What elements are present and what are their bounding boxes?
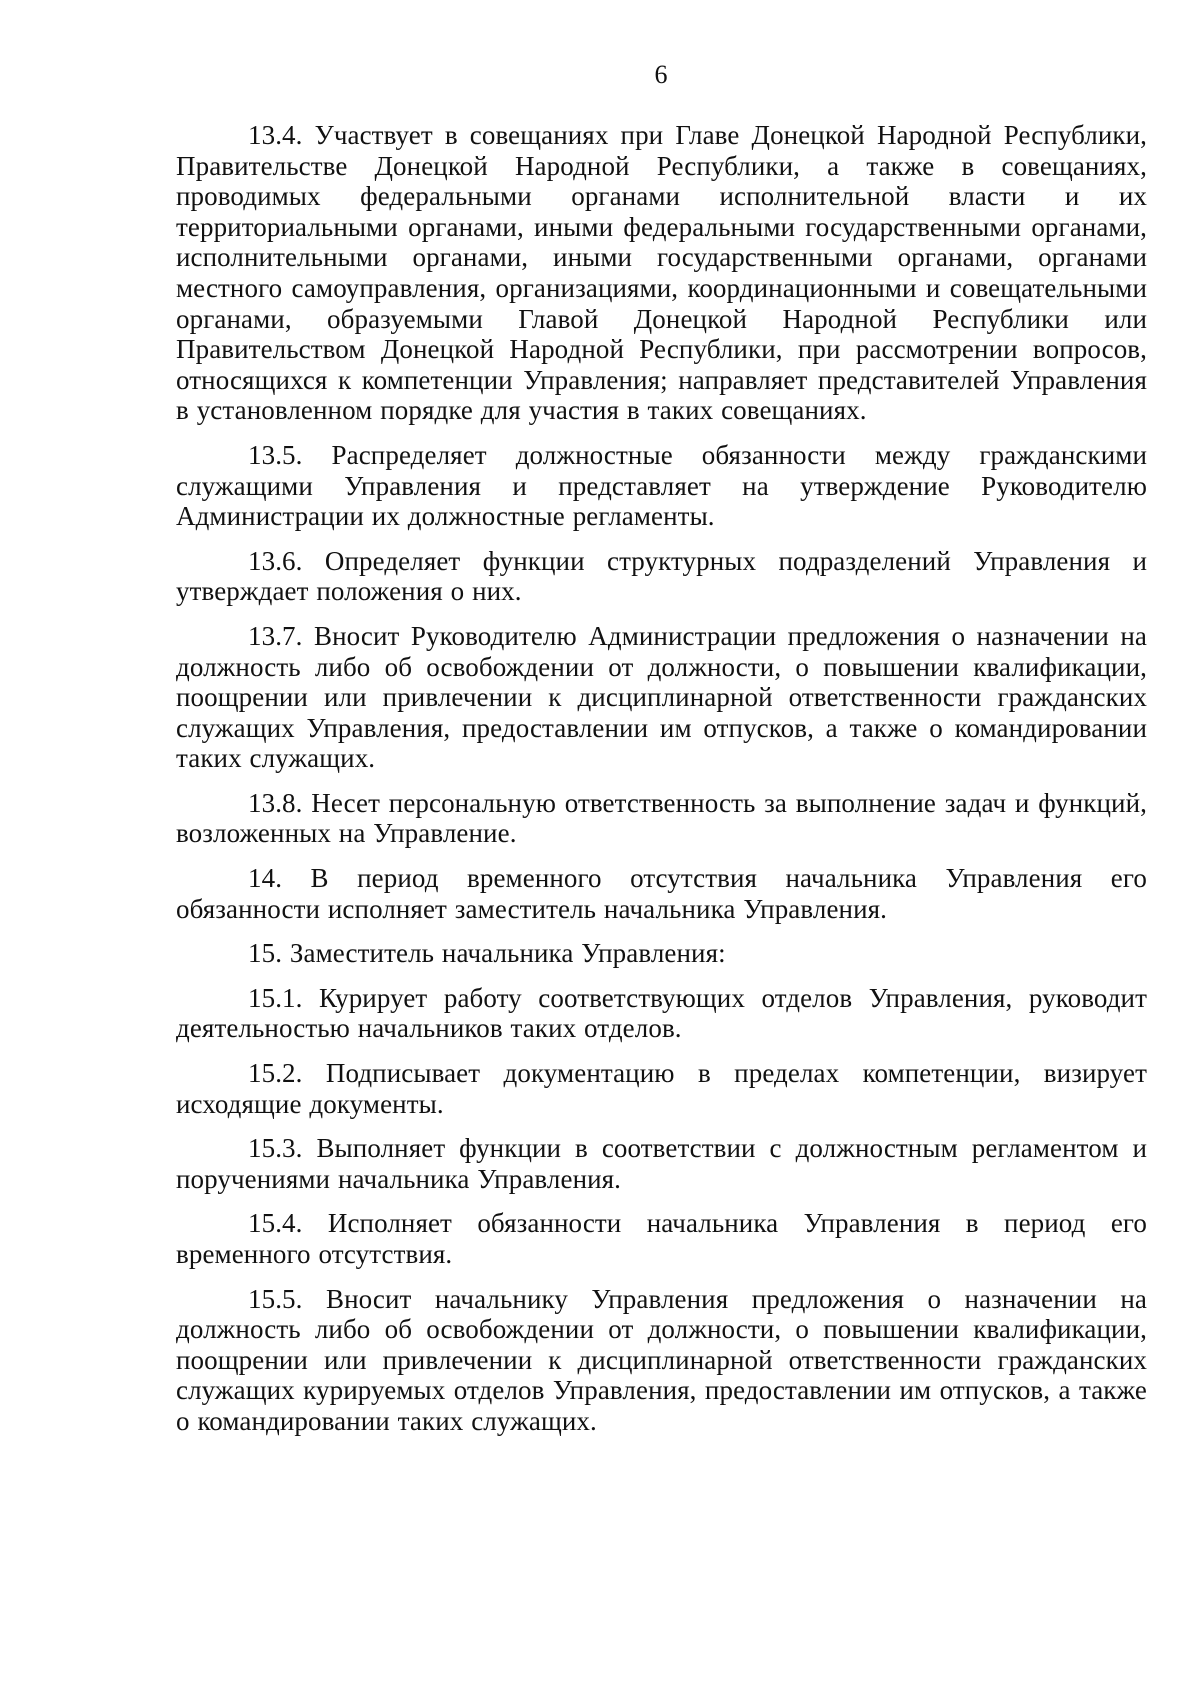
paragraph-15: 15. Заместитель начальника Управления:	[248, 938, 726, 969]
paragraph-15-5: 15.5. Вносит начальнику Управления предложения о назначении на должность либо об освобождении от должности, о повышении квалификации, поощрении или привлечении к дисциплинарной ответственности гражданских служащих курируемых отделов Управления, предоставлении им отпусков, а также о командировании таких служащих.	[176, 1283, 1147, 1436]
paragraph-13-7: 13.7. Вносит Руководителю Администрации предложения о назначении на должность либо об освобождении от должности, о повышении квалификации, поощрении или привлечении к дисциплинарной ответственности гражданских служащих Управления, предоставлении им отпусков, а также о командировании таких служащих.	[176, 620, 1147, 774]
paragraph-13-8: 13.8. Несет персональную ответственность за выполнение задач и функций, возложенных на Управление.	[176, 787, 1147, 849]
paragraph-15-4: 15.4. Исполняет обязанности начальника Управления в период его временного отсутствия.	[176, 1208, 1147, 1269]
paragraph-14: 14. В период временного отсутствия начальника Управления его обязанности исполняет заместитель начальника Управления.	[176, 863, 1147, 924]
paragraph-15-2: 15.2. Подписывает документацию в пределах компетенции, визирует исходящие документы.	[176, 1058, 1147, 1119]
paragraph-15-3: 15.3. Выполняет функции в соответствии с должностным регламентом и поручениями начальника Управления.	[176, 1133, 1147, 1194]
document-body	[176, 120, 1147, 1451]
paragraph-13-6: 13.6. Определяет функции структурных подразделений Управления и утверждает положения о них.	[176, 545, 1147, 607]
paragraph-13-4: 13.4. Участвует в совещаниях при Главе Донецкой Народной Республики, Правительстве Донецкой Народной Республики, а также в совещаниях, проводимых федеральными органами исполнительной власти и их территориальными органами, иными федеральными государственными органами, исполнительными органами, иными государственными органами, органами местного самоуправления, организациями, координационными и совещательными органами, образуемыми Главой Донецкой Народной Республики или Правительством Донецкой Народной Республики, при рассмотрении вопросов, относящихся к компетенции Управления; направляет представителей Управления в установленном порядке для участия в таких совещаниях.	[176, 120, 1147, 426]
paragraph-15-1: 15.1. Курирует работу соответствующих отделов Управления, руководит деятельностью начальников таких отделов.	[176, 982, 1147, 1044]
page-number: 6	[654, 60, 668, 89]
paragraph-13-5: 13.5. Распределяет должностные обязанности между гражданскими служащими Управления и представляет на утверждение Руководителю Администрации их должностные регламенты.	[176, 439, 1147, 532]
